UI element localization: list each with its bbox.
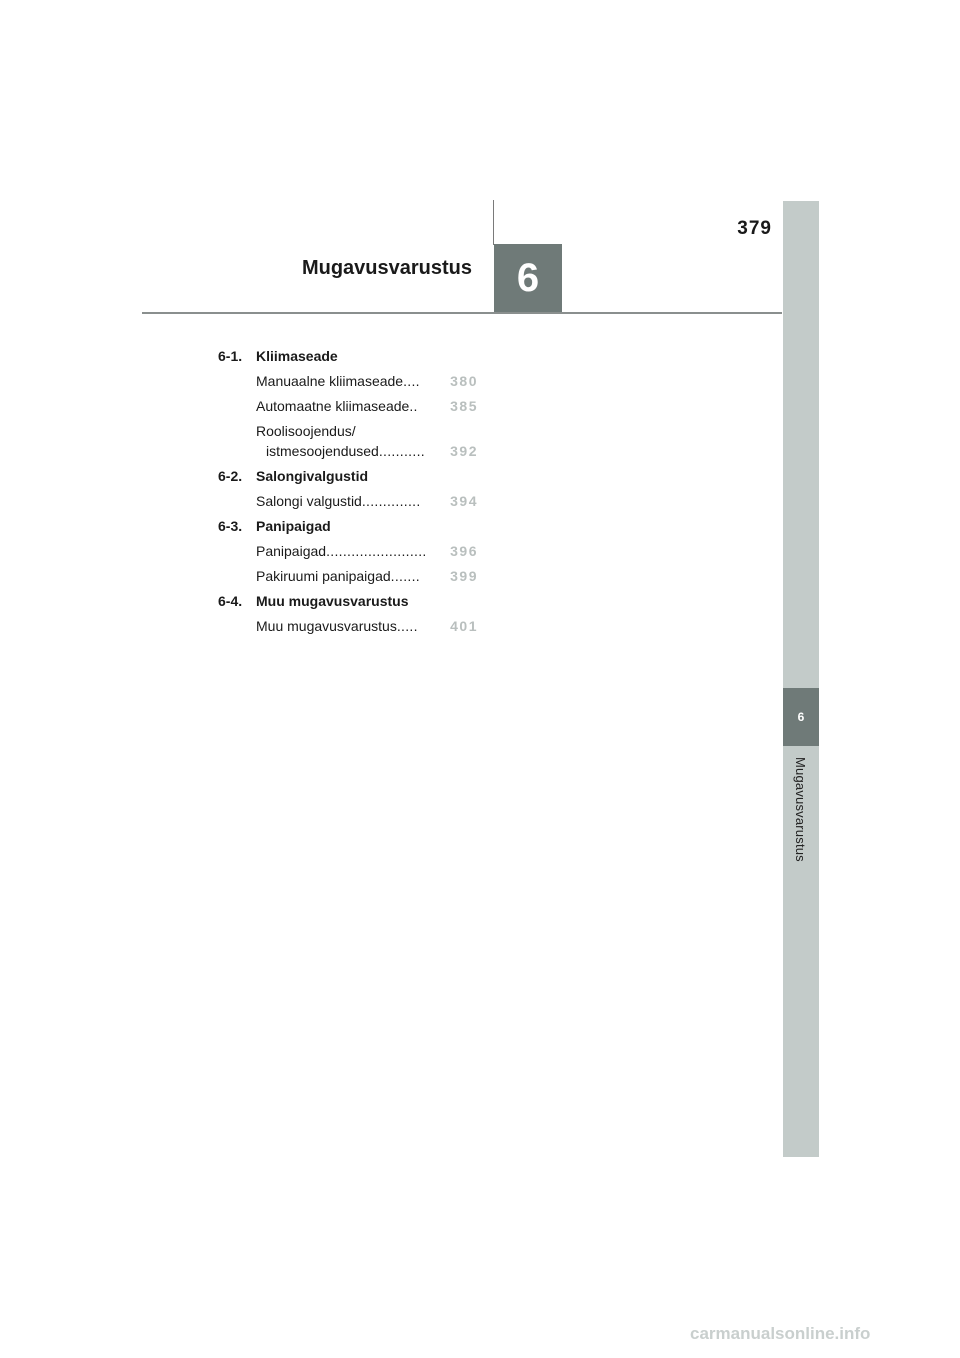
side-tab-chapter-number: 6 — [783, 688, 819, 746]
entry-label: Manuaalne kliimaseade — [256, 373, 404, 389]
section-title: Salongivalgustid — [256, 468, 369, 484]
page-number: 379 — [737, 218, 772, 239]
toc-entry[interactable] — [218, 491, 478, 511]
side-tab — [783, 201, 819, 1157]
toc-entry[interactable] — [218, 371, 478, 391]
toc-entry[interactable] — [218, 566, 478, 586]
entry-page-ref[interactable]: 394 — [450, 493, 478, 509]
entry-label-line1: Roolisoojendus/ — [256, 423, 356, 439]
toc-entry[interactable] — [218, 616, 478, 636]
entry-label: Muu mugavusvarustus — [256, 618, 397, 634]
toc-section[interactable] — [218, 346, 478, 366]
side-tab-label: Mugavusvarustus — [793, 757, 808, 862]
section-number: 6-2. — [218, 468, 243, 484]
section-number: 6-1. — [218, 348, 243, 364]
section-number: 6-4. — [218, 593, 243, 609]
section-number: 6-3. — [218, 518, 243, 534]
entry-page-ref[interactable]: 392 — [450, 443, 478, 459]
entry-leader: ........... — [378, 443, 425, 459]
watermark: carmanualsonline.info — [690, 1324, 871, 1343]
section-title: Kliimaseade — [256, 348, 338, 364]
header-rule — [142, 312, 782, 314]
table-of-contents — [218, 346, 478, 641]
entry-page-ref[interactable]: 380 — [450, 373, 478, 389]
toc-section[interactable] — [218, 466, 478, 486]
entry-leader: ........................ — [326, 543, 427, 559]
entry-leader: .............. — [361, 493, 421, 509]
chapter-number-box: 6 — [494, 244, 562, 312]
entry-label: Salongi valgustid — [256, 493, 362, 509]
entry-leader: ....... — [390, 568, 420, 584]
entry-page-ref[interactable]: 401 — [450, 618, 478, 634]
header-vertical-rule — [493, 200, 494, 245]
toc-entry[interactable] — [218, 421, 478, 461]
entry-page-ref[interactable]: 396 — [450, 543, 478, 559]
toc-section[interactable] — [218, 591, 478, 611]
entry-label: Pakiruumi panipaigad — [256, 568, 391, 584]
entry-page-ref[interactable]: 399 — [450, 568, 478, 584]
section-title: Panipaigad — [256, 518, 331, 534]
section-title: Muu mugavusvarustus — [256, 593, 409, 609]
chapter-title: Mugavusvarustus — [301, 257, 472, 279]
entry-label: Panipaigad — [256, 543, 327, 559]
toc-entry[interactable] — [218, 396, 478, 416]
entry-leader: ..... — [396, 618, 418, 634]
toc-entry[interactable] — [218, 541, 478, 561]
entry-leader: .... — [403, 373, 420, 389]
toc-section[interactable] — [218, 516, 478, 536]
entry-label: Automaatne kliimaseade — [256, 398, 410, 414]
entry-label-line2: istmesoojendused — [266, 443, 379, 459]
entry-leader: .. — [409, 398, 418, 414]
entry-page-ref[interactable]: 385 — [450, 398, 478, 414]
